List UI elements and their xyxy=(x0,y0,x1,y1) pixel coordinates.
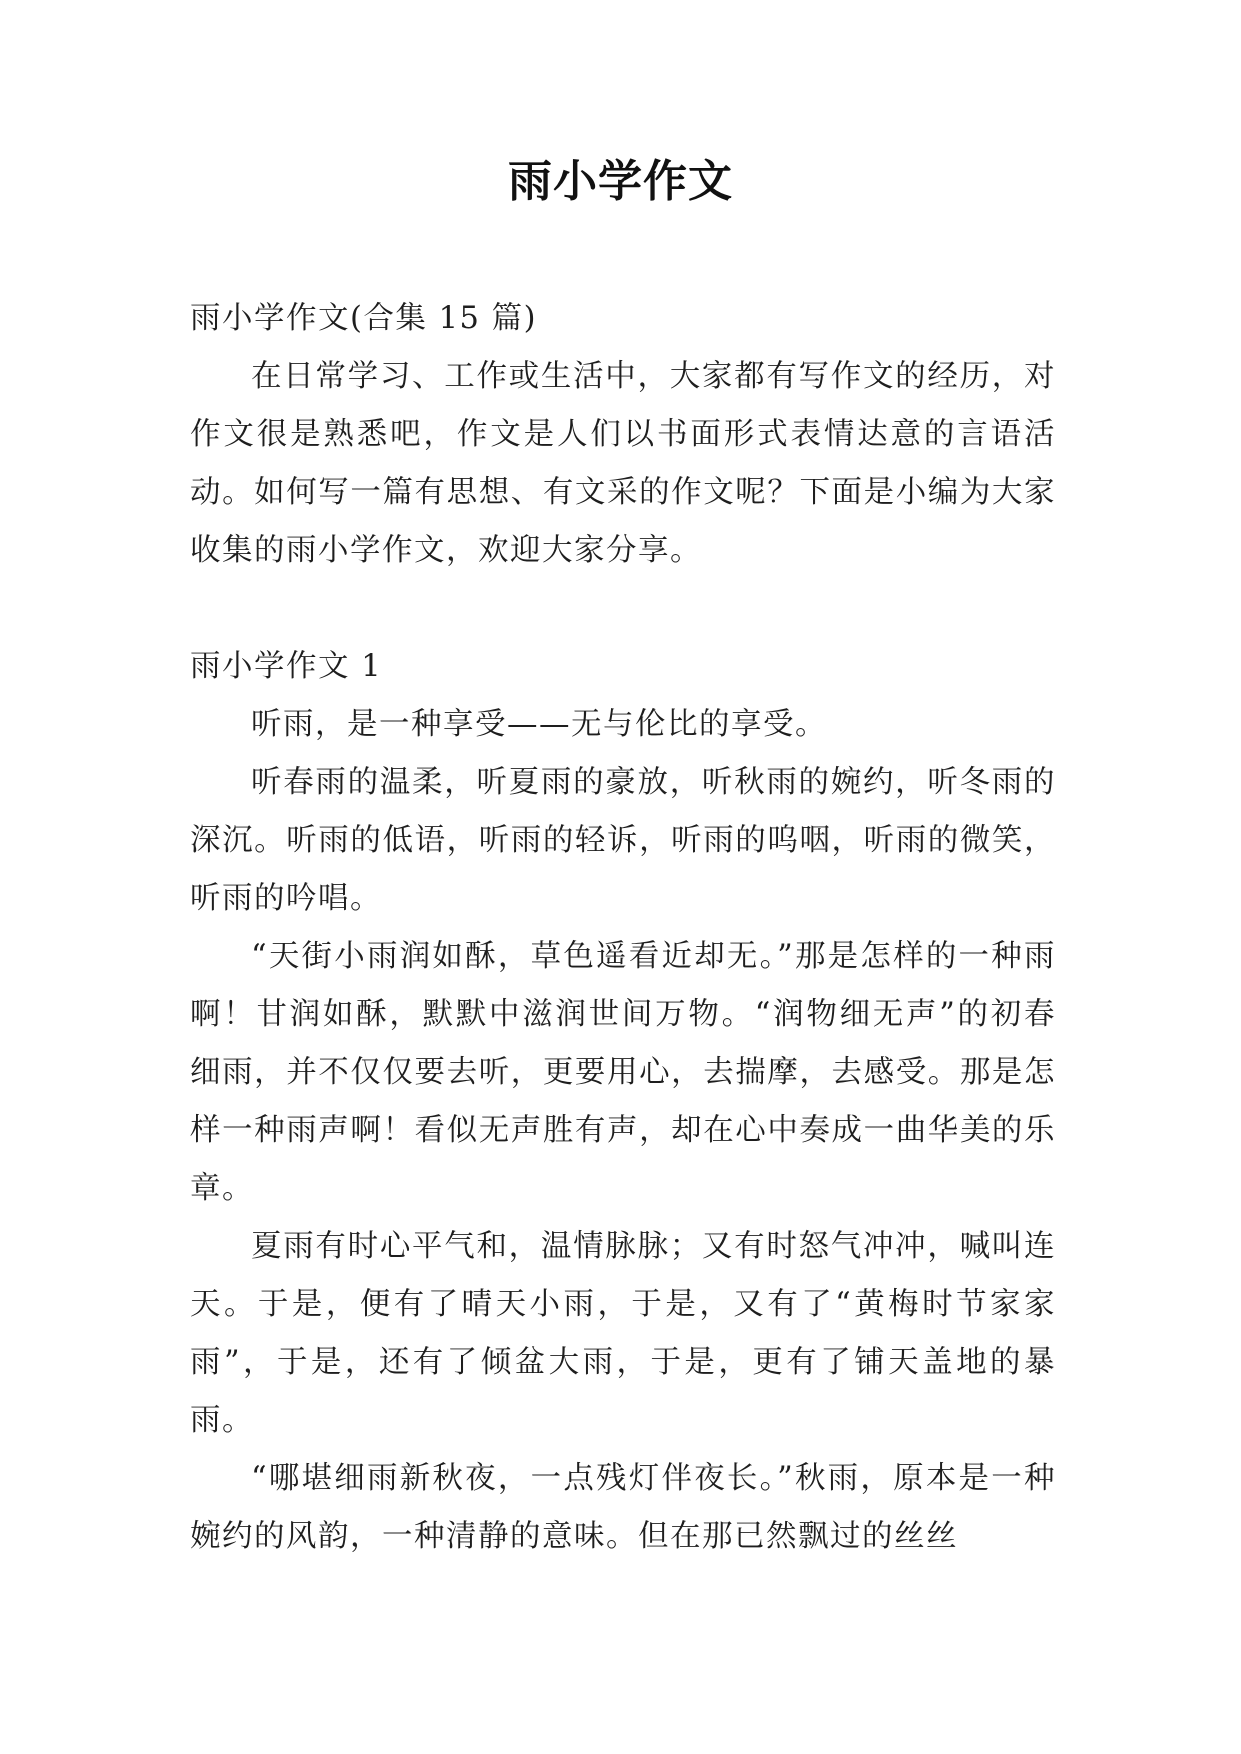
intro-paragraph: 在日常学习、工作或生活中，大家都有写作文的经历，对作文很是熟悉吧，作文是人们以书面形式表情达意的言语活动。如何写一篇有思想、有文采的作文呢？下面是小编为大家收集的雨小学作文，欢迎大家分享。 xyxy=(190,359,1056,568)
essay-paragraph: 听春雨的温柔，听夏雨的豪放，听秋雨的婉约，听冬雨的深沉。听雨的低语，听雨的轻诉，听雨的呜咽，听雨的微笑，听雨的吟唱。 xyxy=(190,765,1056,916)
essay-paragraph: “哪堪细雨新秋夜，一点残灯伴夜长。”秋雨，原本是一种婉约的风韵，一种清静的意味。但在那已然飘过的丝丝 xyxy=(190,1461,1056,1554)
collection-subtitle: 雨小学作文(合集 15 篇) xyxy=(190,301,537,336)
section-spacer xyxy=(190,580,1056,638)
essay-paragraph: “天街小雨润如酥，草色遥看近却无。”那是怎样的一种雨啊！甘润如酥，默默中滋润世间万物。“润物细无声”的初春细雨，并不仅仅要去听，更要用心，去揣摩，去感受。那是怎样一种雨声啊！看似无声胜有声，却在心中奏成一曲华美的乐章。 xyxy=(190,939,1056,1206)
section-heading: 雨小学作文 1 xyxy=(190,649,383,684)
document-title: 雨小学作文 xyxy=(508,156,733,207)
document-body xyxy=(190,290,1056,1566)
essay-paragraph: 听雨，是一种享受——无与伦比的享受。 xyxy=(251,707,827,742)
essay-paragraph: 夏雨有时心平气和，温情脉脉；又有时怒气冲冲，喊叫连天。于是，便有了晴天小雨，于是，又有了“黄梅时节家家雨”，于是，还有了倾盆大雨，于是，更有了铺天盖地的暴雨。 xyxy=(190,1229,1056,1438)
